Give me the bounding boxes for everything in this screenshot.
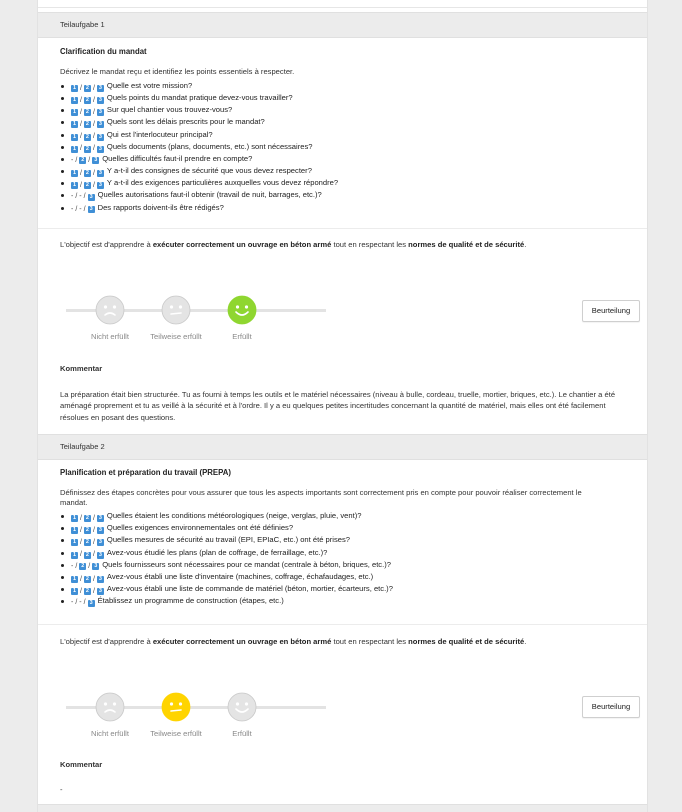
task-header-label: Teilaufgabe 1: [60, 19, 105, 29]
level-2-badge: 2: [85, 588, 89, 595]
level-3-badge: 3: [98, 182, 102, 189]
level-1-badge: 1: [72, 551, 77, 558]
objective-text: .: [524, 637, 527, 646]
task-description: Définissez des étapes concrètes pour vous assurer que tous les aspects importants sont correctement pris en compte pour pouvoir réaliser correctement le mandat.: [60, 487, 582, 507]
task-header-bar: [38, 434, 647, 460]
level-separator: /: [92, 133, 95, 141]
task-description: Décrivez le mandat reçu et identifiez les points essentiels à respecter.: [60, 66, 295, 76]
task-header-bar: [38, 12, 647, 38]
level-indicator: [71, 181, 104, 190]
level-1-badge: 1: [72, 109, 77, 116]
question-item: [60, 596, 625, 608]
level-1-badge: 1: [72, 527, 77, 534]
level-3-badge: 3: [98, 575, 102, 582]
level-separator: /: [75, 599, 78, 607]
rating-option-label: Teilweise erfüllt: [150, 729, 202, 738]
level-separator: /: [80, 121, 82, 129]
level-indicator: [71, 192, 95, 201]
level-3-badge: 3: [94, 562, 98, 569]
rating-scale: [60, 292, 330, 352]
level-2-badge: 2: [85, 170, 89, 177]
question-item: [60, 178, 625, 190]
learning-objective: [60, 637, 526, 647]
question-item: [60, 511, 625, 523]
section-divider: [38, 624, 647, 625]
level-indicator: [71, 84, 104, 93]
question-item: [60, 548, 625, 560]
comment-text: La préparation était bien structurée. Tu as fourni à temps les outils et le matériel nécessaires (niveau à bulle, cordeau, truelle, mortier, briques, etc.). Le chantier a été aménagé proprement et tu as veillé à la sécurité et à l'ordre. Il y a eu quelques petites incertitudes concernant la quantité de matériel, mais elles ont été facilement résolues en posant des questions.: [60, 390, 616, 422]
level-separator: /: [92, 108, 95, 116]
beurteilung-button[interactable]: Beurteilung: [582, 696, 640, 718]
level-2-badge: 2: [85, 515, 89, 522]
question-text: Quelles autorisations faut-il obtenir (travail de nuit, barrages, etc.)?: [97, 190, 322, 200]
level-1-badge: 1: [72, 96, 77, 103]
level-separator: /: [80, 133, 82, 141]
level-3-badge: 3: [89, 599, 93, 606]
level-indicator: [71, 144, 104, 153]
question-text: Sur quel chantier vous trouvez-vous?: [106, 105, 233, 115]
level-empty: -: [79, 205, 82, 213]
level-separator: /: [92, 587, 95, 595]
level-3-badge: 3: [98, 588, 102, 595]
happy-face-icon[interactable]: [227, 692, 257, 722]
rating-option-label: Nicht erfüllt: [91, 332, 129, 341]
level-1-badge: 1: [72, 121, 77, 128]
level-empty: -: [79, 193, 82, 201]
level-2-badge: 2: [81, 562, 85, 569]
beurteilung-button[interactable]: Beurteilung: [582, 300, 640, 322]
level-indicator: [71, 526, 104, 535]
level-separator: /: [83, 599, 86, 607]
level-2-badge: 2: [85, 575, 89, 582]
question-item: [60, 572, 625, 584]
level-separator: /: [92, 182, 95, 190]
rating-option-label: Erfüllt: [232, 332, 252, 341]
level-separator: /: [80, 108, 82, 116]
level-3-badge: 3: [98, 527, 102, 534]
question-text: Avez-vous établi une liste d'inventaire (machines, coffrage, échafaudages, etc.): [106, 571, 374, 581]
level-2-badge: 2: [85, 182, 89, 189]
level-indicator: [71, 205, 95, 214]
level-indicator: [71, 575, 104, 584]
question-text: Y a-t-il des exigences particulières auxquelles vous devez répondre?: [106, 178, 339, 188]
level-separator: /: [92, 526, 95, 534]
task-content: [38, 468, 647, 609]
level-1-badge: 1: [72, 170, 77, 177]
level-1-badge: 1: [72, 588, 77, 595]
level-separator: /: [80, 587, 82, 595]
level-2-badge: 2: [85, 145, 89, 152]
comment-text: -: [60, 785, 63, 794]
question-text: Quelles mesures de sécurité au travail (EPI, EPIaC, etc.) ont été prises?: [106, 535, 351, 545]
task-title: Clarification du mandat: [60, 47, 147, 56]
level-3-badge: 3: [98, 539, 102, 546]
level-indicator: [71, 96, 104, 105]
level-3-badge: 3: [98, 109, 102, 116]
level-separator: /: [92, 145, 95, 153]
sad-face-icon[interactable]: [95, 295, 125, 325]
question-text: Quelles étaient les conditions météorologiques (neige, verglas, pluie, vent)?: [106, 511, 362, 521]
question-item: [60, 190, 625, 202]
level-separator: /: [75, 193, 78, 201]
objective-emphasis: exécuter correctement un ouvrage en béton armé: [152, 637, 332, 646]
level-1-badge: 1: [72, 575, 77, 582]
level-empty: -: [71, 599, 74, 607]
level-indicator: [71, 169, 104, 178]
level-separator: /: [80, 575, 82, 583]
sad-face-icon[interactable]: [95, 692, 125, 722]
question-list: [60, 511, 625, 609]
level-1-badge: 1: [72, 145, 77, 152]
level-3-badge: 3: [89, 205, 93, 212]
level-3-badge: 3: [98, 133, 102, 140]
level-separator: /: [75, 205, 78, 213]
objective-text: L'objectif est d'apprendre à: [60, 637, 153, 646]
objective-text: tout en respectant les: [331, 637, 409, 646]
level-separator: /: [92, 551, 95, 559]
level-3-badge: 3: [98, 145, 102, 152]
neutral-face-icon[interactable]: [161, 692, 191, 722]
level-separator: /: [88, 562, 91, 570]
objective-emphasis: normes de qualité et de sécurité: [408, 240, 525, 249]
level-3-badge: 3: [94, 157, 98, 164]
objective-text: L'objectif est d'apprendre à: [60, 240, 153, 249]
task-content: [38, 47, 647, 215]
level-separator: /: [88, 156, 91, 164]
level-1-badge: 1: [72, 133, 77, 140]
level-indicator: [71, 156, 99, 165]
rating-scale: [60, 689, 330, 749]
comment-label: Kommentar: [60, 760, 103, 769]
level-1-badge: 1: [72, 84, 77, 91]
level-3-badge: 3: [98, 84, 102, 91]
question-item: [60, 584, 625, 596]
question-item: [60, 117, 625, 129]
level-separator: /: [83, 205, 86, 213]
question-item: [60, 105, 625, 117]
question-text: Avez-vous étudié les plans (plan de coffrage, de ferraillage, etc.)?: [106, 547, 328, 557]
rating-option-label: Erfüllt: [232, 729, 252, 738]
level-separator: /: [92, 84, 95, 92]
question-text: Quels documents (plans, documents, etc.) sont nécessaires?: [106, 141, 313, 151]
level-indicator: [71, 108, 104, 117]
level-empty: -: [79, 599, 82, 607]
level-3-badge: 3: [98, 96, 102, 103]
level-separator: /: [80, 539, 82, 547]
level-empty: -: [71, 193, 74, 201]
happy-face-icon[interactable]: [227, 295, 257, 325]
objective-text: .: [524, 240, 527, 249]
level-separator: /: [92, 121, 95, 129]
level-2-badge: 2: [85, 109, 89, 116]
question-text: Quelle est votre mission?: [106, 80, 193, 90]
section-divider: [38, 228, 647, 229]
task-title: Planification et préparation du travail (PREPA): [60, 468, 231, 477]
question-text: Quels sont les délais prescrits pour le mandat?: [106, 117, 265, 127]
question-item: [60, 142, 625, 154]
level-separator: /: [80, 145, 82, 153]
level-3-badge: 3: [89, 193, 93, 200]
level-2-badge: 2: [85, 539, 89, 546]
level-separator: /: [92, 169, 95, 177]
question-item: [60, 154, 625, 166]
level-2-badge: 2: [85, 96, 89, 103]
question-item: [60, 523, 625, 535]
level-separator: /: [80, 169, 82, 177]
question-text: Quels points du mandat pratique devez-vous travailler?: [106, 92, 293, 102]
level-1-badge: 1: [72, 515, 77, 522]
level-indicator: [71, 562, 99, 571]
question-item: [60, 166, 625, 178]
level-separator: /: [75, 156, 78, 164]
neutral-face-icon[interactable]: [161, 295, 191, 325]
level-separator: /: [92, 514, 95, 522]
question-list: [60, 81, 625, 215]
level-2-badge: 2: [81, 157, 85, 164]
level-empty: -: [71, 156, 74, 164]
question-item: [60, 93, 625, 105]
level-indicator: [71, 598, 95, 607]
comment-label: Kommentar: [60, 364, 103, 373]
level-1-badge: 1: [72, 539, 77, 546]
question-text: Des rapports doivent-ils être rédigés?: [97, 202, 224, 212]
level-separator: /: [80, 96, 82, 104]
question-text: Établissez un programme de construction (étapes, etc.): [97, 596, 284, 606]
question-item: [60, 203, 625, 215]
top-divider: [38, 0, 647, 8]
level-3-badge: 3: [98, 121, 102, 128]
level-indicator: [71, 120, 104, 129]
level-3-badge: 3: [98, 515, 102, 522]
question-item: [60, 535, 625, 547]
level-indicator: [71, 538, 104, 547]
level-3-badge: 3: [98, 170, 102, 177]
question-item: [60, 130, 625, 142]
level-indicator: [71, 550, 104, 559]
level-separator: /: [80, 526, 82, 534]
next-task-bar: [38, 804, 647, 812]
question-text: Quelles exigences environnementales ont été définies?: [106, 523, 294, 533]
level-empty: -: [71, 562, 74, 570]
rating-option-label: Teilweise erfüllt: [150, 332, 202, 341]
level-indicator: [71, 514, 104, 523]
level-separator: /: [80, 84, 82, 92]
learning-objective: [60, 240, 526, 250]
question-text: Avez-vous établi une liste de commande de matériel (béton, mortier, écarteurs, etc.)?: [106, 584, 393, 594]
level-separator: /: [80, 514, 82, 522]
level-1-badge: 1: [72, 182, 77, 189]
level-2-badge: 2: [85, 121, 89, 128]
level-indicator: [71, 132, 104, 141]
question-text: Qui est l'interlocuteur principal?: [106, 129, 213, 139]
level-indicator: [71, 587, 104, 596]
task-header-label: Teilaufgabe 2: [60, 441, 105, 451]
objective-emphasis: normes de qualité et de sécurité: [408, 637, 525, 646]
question-text: Y a-t-il des consignes de sécurité que vous devez respecter?: [106, 166, 312, 176]
level-2-badge: 2: [85, 527, 89, 534]
level-separator: /: [75, 562, 78, 570]
level-2-badge: 2: [85, 551, 89, 558]
level-separator: /: [92, 575, 95, 583]
assessment-page: [37, 0, 648, 812]
level-3-badge: 3: [98, 551, 102, 558]
question-text: Quels fournisseurs sont nécessaires pour ce mandat (centrale à béton, briques, etc.)?: [102, 559, 391, 569]
level-separator: /: [80, 182, 82, 190]
objective-emphasis: exécuter correctement un ouvrage en béton armé: [152, 240, 332, 249]
rating-option-label: Nicht erfüllt: [91, 729, 129, 738]
question-item: [60, 81, 625, 93]
question-text: Quelles difficultés faut-il prendre en compte?: [102, 153, 253, 163]
level-empty: -: [71, 205, 74, 213]
level-separator: /: [80, 551, 82, 559]
objective-text: tout en respectant les: [331, 240, 409, 249]
level-2-badge: 2: [85, 84, 89, 91]
question-item: [60, 560, 625, 572]
level-separator: /: [92, 96, 95, 104]
level-separator: /: [83, 193, 86, 201]
level-2-badge: 2: [85, 133, 89, 140]
level-separator: /: [92, 539, 95, 547]
